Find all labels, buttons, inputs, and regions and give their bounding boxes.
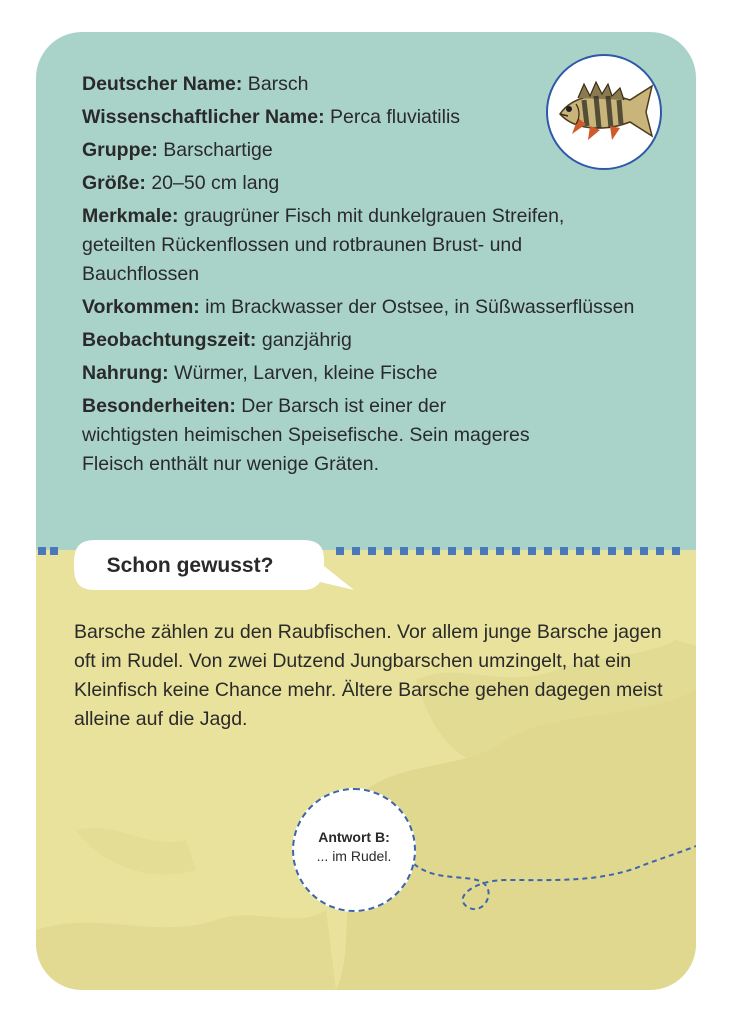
fun-fact-text: Barsche zählen zu den Raubfischen. Vor allem junge Barsche jagen oft im Rudel. Von zwei Dutzend Jungbarschen umzingelt, hat ein Kleinfisch keine Chance mehr. Ältere Barsche gehen dagegen meist alleine auf die Jagd. [74, 621, 663, 730]
fact-value: ganzjährig [256, 329, 352, 351]
fact-value: Perca fluviatilis [324, 106, 461, 128]
species-card [36, 32, 696, 990]
fact-label: Beobachtungszeit: [82, 329, 257, 351]
fact-value: 20–50 cm lang [145, 172, 280, 194]
fact-label: Nahrung: [82, 362, 169, 384]
fact-label: Gruppe: [82, 139, 158, 161]
fact-label: Wissenschaftlicher Name: [82, 106, 325, 128]
answer-text: ... im Rudel. [316, 848, 392, 864]
fact-value: Der Barsch ist einer der wichtigsten heimischen Speisefische. Sein mageres Fleisch enthält nur wenige Gräten. [82, 395, 530, 475]
answer-label: Antwort B: [318, 829, 390, 845]
fact-value: im Brackwasser der Ostsee, in Süßwasserflüssen [199, 296, 635, 318]
answer-circle [292, 788, 416, 912]
fact-label: Vorkommen: [82, 296, 200, 318]
fact-value: Würmer, Larven, kleine Fische [168, 362, 438, 384]
fact-value: Barschartige [157, 139, 273, 161]
fact-value: graugrüner Fisch mit dunkelgrauen Streifen, geteilten Rückenflossen und rotbraunen Brust- und Bauchflossen [82, 205, 565, 285]
fact-value: Barsch [242, 73, 309, 95]
fact-label: Größe: [82, 172, 146, 194]
fact-label: Besonderheiten: [82, 395, 236, 417]
bubble-title: Schon gewusst? [106, 554, 274, 577]
fact-label: Merkmale: [82, 205, 179, 227]
fact-label: Deutscher Name: [82, 73, 243, 95]
